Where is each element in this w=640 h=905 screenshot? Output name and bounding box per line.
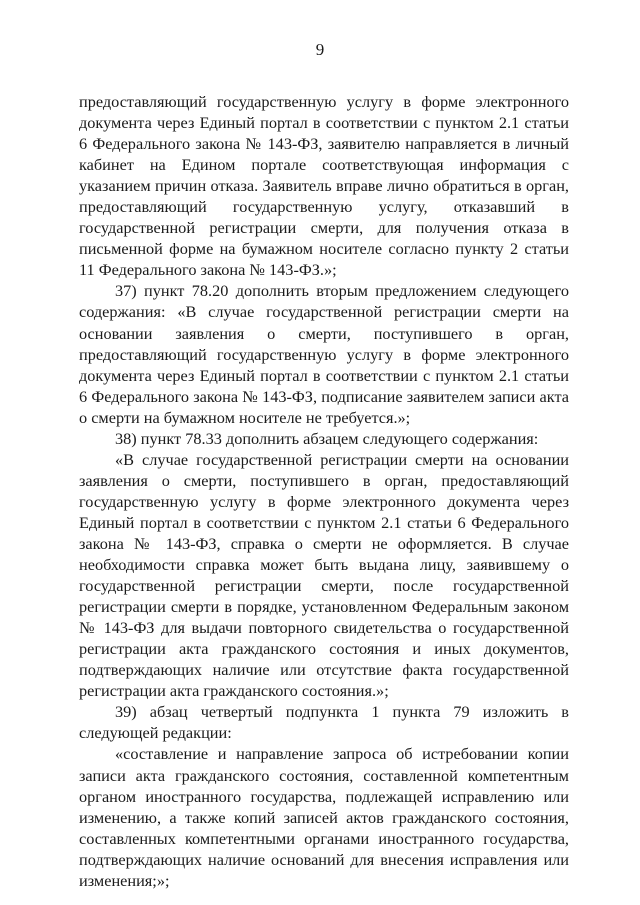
paragraph-item-39: 39) абзац четвертый подпункта 1 пункта 79 изложить в следующей редакции: bbox=[79, 702, 569, 743]
document-body bbox=[79, 91, 569, 891]
paragraph-item-38: 38) пункт 78.33 дополнить абзацем следующего содержания: bbox=[115, 428, 539, 448]
paragraph-item-39-quote: «составление и направление запроса об истребовании копии записи акта гражданского состояния, составленной компетентным органом иностранного государства, подлежащей исправлению или изменению, а также копий записей актов гражданского состояния, составленных компетентными органами иностранного государства, подтверждающих наличие оснований для внесения исправления или изменения;»; bbox=[79, 744, 569, 890]
paragraph-item-38-quote: «В случае государственной регистрации смерти на основании заявления о смерти, поступившего в орган, предоставляющий государственную услугу в форме электронного документа через Единый портал в соответствии с пунктом 2.1 статьи 6 Федерального закона № 143-ФЗ, справка о смерти не оформляется. В случае необходимости справка может быть выдана лицу, заявившему о государственной регистрации смерти, после государственной регистрации смерти в порядке, установленном Федеральным законом № 143-ФЗ для выдачи повторного свидетельства о государственной регистрации акта гражданского состояния и иных документов, подтверждающих наличие или отсутствие факта государственной регистрации акта гражданского состояния.»; bbox=[79, 449, 569, 701]
page-number: 9 bbox=[315, 40, 325, 59]
paragraph-item-37: 37) пункт 78.20 дополнить вторым предложением следующего содержания: «В случае государственной регистрации смерти на основании заявления о смерти, поступившего в орган, предоставляющий государственную услугу в форме электронного документа через Единый портал в соответствии с пунктом 2.1 статьи 6 Федерального закона № 143-ФЗ, подписание заявителем записи акта о смерти на бумажном носителе не требуется.»; bbox=[79, 281, 569, 427]
paragraph-continuation: предоставляющий государственную услугу в форме электронного документа через Единый портал в соответствии с пунктом 2.1 статьи 6 Федерального закона № 143-ФЗ, заявителю направляется в личный кабинет на Едином портале соответствующая информация с указанием причин отказа. Заявитель вправе лично обратиться в орган, предоставляющий государственную услугу, отказавший в государственной регистрации смерти, для получения отказа в письменной форме на бумажном носителе согласно пункту 2 статьи 11 Федерального закона № 143-ФЗ.»; bbox=[79, 92, 569, 280]
